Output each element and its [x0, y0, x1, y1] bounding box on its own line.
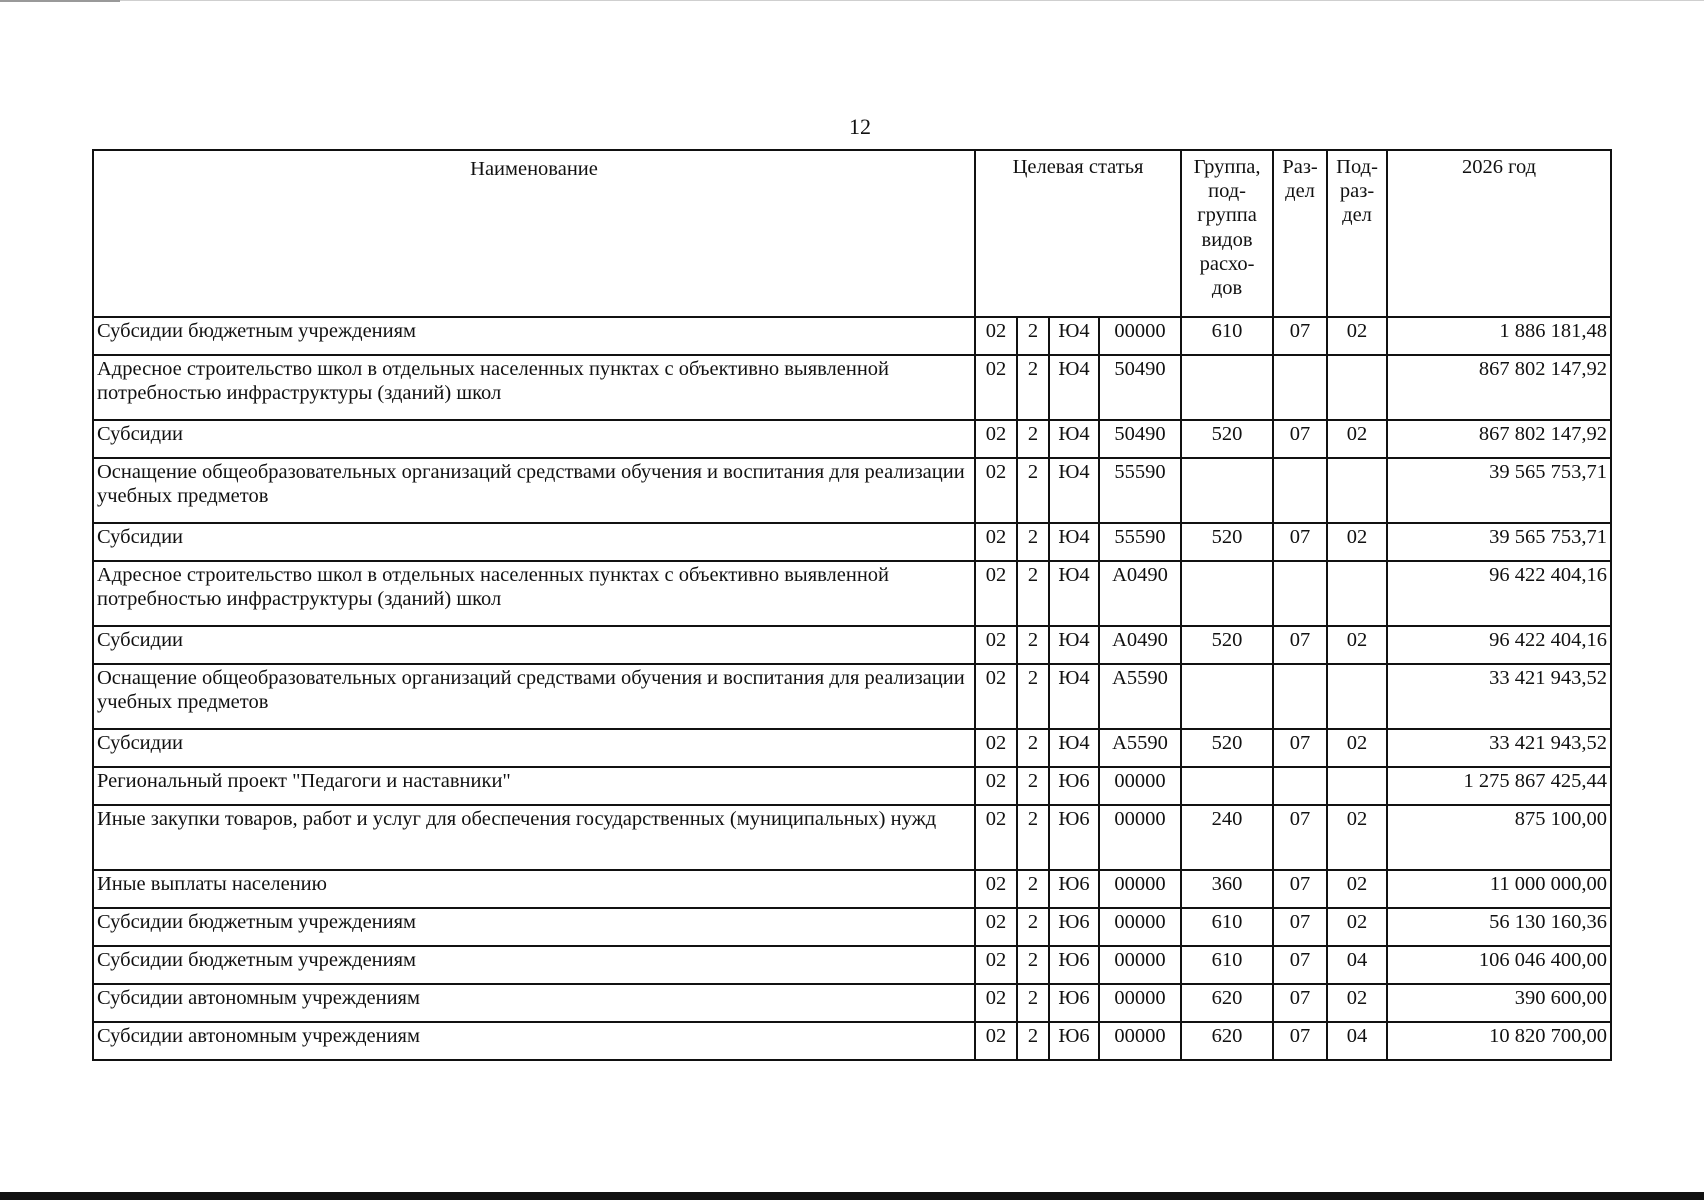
- row-amount: 39 565 753,71: [1387, 458, 1611, 523]
- row-subprogram-code: 2: [1017, 561, 1049, 626]
- row-subprogram-code: 2: [1017, 420, 1049, 458]
- row-project-code: Ю6: [1049, 767, 1099, 805]
- row-program-code: 02: [975, 626, 1017, 664]
- header-group-line: видов: [1201, 228, 1253, 251]
- row-section: 07: [1273, 626, 1327, 664]
- row-direction-code: А0490: [1099, 626, 1181, 664]
- row-subsection: 02: [1327, 908, 1387, 946]
- table-row: [93, 984, 1611, 1022]
- row-subsection: [1327, 458, 1387, 523]
- row-section: 07: [1273, 908, 1327, 946]
- header-section-line: Раз-: [1282, 156, 1318, 178]
- header-target-article: Целевая статья: [975, 150, 1181, 317]
- page-number: 12: [849, 114, 871, 139]
- row-project-code: Ю4: [1049, 523, 1099, 561]
- row-subprogram-code: 2: [1017, 355, 1049, 420]
- row-expense-group: 610: [1181, 317, 1273, 355]
- table-row: [93, 1022, 1611, 1060]
- row-expense-group: 360: [1181, 870, 1273, 908]
- header-group-line: расхо-: [1199, 252, 1255, 275]
- row-subsection: 02: [1327, 523, 1387, 561]
- row-subprogram-code: 2: [1017, 664, 1049, 729]
- row-amount: 106 046 400,00: [1387, 946, 1611, 984]
- row-direction-code: 50490: [1099, 420, 1181, 458]
- row-subsection: 02: [1327, 626, 1387, 664]
- row-subsection: 02: [1327, 317, 1387, 355]
- row-section: [1273, 458, 1327, 523]
- row-name: Субсидии бюджетным учреждениям: [93, 317, 975, 355]
- row-direction-code: А5590: [1099, 729, 1181, 767]
- row-name: Оснащение общеобразовательных организаций средствами обучения и воспитания для реализации учебных предметов: [93, 458, 975, 523]
- row-program-code: 02: [975, 458, 1017, 523]
- row-program-code: 02: [975, 523, 1017, 561]
- row-program-code: 02: [975, 664, 1017, 729]
- row-project-code: Ю6: [1049, 946, 1099, 984]
- row-subsection: 02: [1327, 805, 1387, 870]
- row-direction-code: А0490: [1099, 561, 1181, 626]
- row-project-code: Ю6: [1049, 984, 1099, 1022]
- row-project-code: Ю4: [1049, 664, 1099, 729]
- row-amount: 11 000 000,00: [1387, 870, 1611, 908]
- row-subsection: [1327, 561, 1387, 626]
- row-expense-group: 240: [1181, 805, 1273, 870]
- row-expense-group: [1181, 767, 1273, 805]
- row-name: Субсидии: [93, 729, 975, 767]
- row-direction-code: 00000: [1099, 908, 1181, 946]
- row-subprogram-code: 2: [1017, 458, 1049, 523]
- row-name: Оснащение общеобразовательных организаций средствами обучения и воспитания для реализации учебных предметов: [93, 664, 975, 729]
- row-name: Субсидии автономным учреждениям: [93, 1022, 975, 1060]
- table-row: [93, 946, 1611, 984]
- row-project-code: Ю4: [1049, 458, 1099, 523]
- row-amount: 96 422 404,16: [1387, 626, 1611, 664]
- row-direction-code: 00000: [1099, 805, 1181, 870]
- row-program-code: 02: [975, 805, 1017, 870]
- row-program-code: 02: [975, 1022, 1017, 1060]
- row-subsection: 04: [1327, 946, 1387, 984]
- scan-edge-bottom: [0, 1192, 1704, 1200]
- table-row: [93, 355, 1611, 420]
- row-subprogram-code: 2: [1017, 317, 1049, 355]
- row-amount: 867 802 147,92: [1387, 355, 1611, 420]
- row-subprogram-code: 2: [1017, 908, 1049, 946]
- row-name: Субсидии бюджетным учреждениям: [93, 908, 975, 946]
- row-subsection: 02: [1327, 729, 1387, 767]
- row-section: [1273, 561, 1327, 626]
- row-project-code: Ю6: [1049, 805, 1099, 870]
- row-expense-group: 620: [1181, 1022, 1273, 1060]
- row-project-code: Ю4: [1049, 626, 1099, 664]
- header-group-line: под-: [1208, 180, 1246, 203]
- header-group-line: группа: [1197, 204, 1257, 227]
- row-subsection: [1327, 355, 1387, 420]
- row-amount: 1 886 181,48: [1387, 317, 1611, 355]
- row-project-code: Ю4: [1049, 317, 1099, 355]
- row-direction-code: 00000: [1099, 870, 1181, 908]
- row-section: 07: [1273, 317, 1327, 355]
- row-program-code: 02: [975, 984, 1017, 1022]
- row-amount: 867 802 147,92: [1387, 420, 1611, 458]
- row-section: 07: [1273, 420, 1327, 458]
- header-group-line: Группа,: [1193, 156, 1261, 178]
- row-expense-group: [1181, 355, 1273, 420]
- header-subsection-line: дел: [1342, 204, 1372, 227]
- row-amount: 875 100,00: [1387, 805, 1611, 870]
- row-subprogram-code: 2: [1017, 767, 1049, 805]
- row-subsection: [1327, 664, 1387, 729]
- row-subprogram-code: 2: [1017, 946, 1049, 984]
- header-year: 2026 год: [1387, 150, 1611, 317]
- scan-mark: [0, 0, 120, 2]
- row-direction-code: 55590: [1099, 523, 1181, 561]
- table-row: [93, 767, 1611, 805]
- row-project-code: Ю4: [1049, 729, 1099, 767]
- row-direction-code: 00000: [1099, 1022, 1181, 1060]
- row-program-code: 02: [975, 317, 1017, 355]
- table-row: [93, 664, 1611, 729]
- row-subprogram-code: 2: [1017, 870, 1049, 908]
- row-name: Иные выплаты населению: [93, 870, 975, 908]
- table-row: [93, 523, 1611, 561]
- row-section: 07: [1273, 870, 1327, 908]
- row-program-code: 02: [975, 729, 1017, 767]
- row-program-code: 02: [975, 767, 1017, 805]
- row-direction-code: 50490: [1099, 355, 1181, 420]
- table-row: [93, 420, 1611, 458]
- scan-edge-top: [0, 0, 1704, 1]
- row-amount: 33 421 943,52: [1387, 664, 1611, 729]
- row-amount: 39 565 753,71: [1387, 523, 1611, 561]
- row-subprogram-code: 2: [1017, 805, 1049, 870]
- row-expense-group: 520: [1181, 626, 1273, 664]
- row-subprogram-code: 2: [1017, 984, 1049, 1022]
- row-program-code: 02: [975, 561, 1017, 626]
- row-section: [1273, 664, 1327, 729]
- row-expense-group: 520: [1181, 729, 1273, 767]
- row-subprogram-code: 2: [1017, 523, 1049, 561]
- row-name: Субсидии автономным учреждениям: [93, 984, 975, 1022]
- row-name: Субсидии бюджетным учреждениям: [93, 946, 975, 984]
- header-subsection-line: Под-: [1336, 156, 1378, 178]
- row-direction-code: 00000: [1099, 767, 1181, 805]
- table-row: [93, 729, 1611, 767]
- row-section: 07: [1273, 523, 1327, 561]
- header-group: [1181, 150, 1273, 317]
- row-expense-group: 620: [1181, 984, 1273, 1022]
- row-section: 07: [1273, 805, 1327, 870]
- row-section: [1273, 355, 1327, 420]
- row-section: 07: [1273, 984, 1327, 1022]
- row-section: 07: [1273, 1022, 1327, 1060]
- row-direction-code: 55590: [1099, 458, 1181, 523]
- row-direction-code: 00000: [1099, 946, 1181, 984]
- row-subsection: 04: [1327, 1022, 1387, 1060]
- row-direction-code: 00000: [1099, 317, 1181, 355]
- row-name: Региональный проект "Педагоги и наставники": [93, 767, 975, 805]
- row-subprogram-code: 2: [1017, 1022, 1049, 1060]
- row-amount: 33 421 943,52: [1387, 729, 1611, 767]
- row-amount: 96 422 404,16: [1387, 561, 1611, 626]
- row-program-code: 02: [975, 870, 1017, 908]
- row-project-code: Ю4: [1049, 355, 1099, 420]
- row-expense-group: [1181, 458, 1273, 523]
- budget-table: [92, 149, 1612, 1061]
- row-program-code: 02: [975, 908, 1017, 946]
- row-direction-code: А5590: [1099, 664, 1181, 729]
- row-project-code: Ю6: [1049, 870, 1099, 908]
- row-name: Иные закупки товаров, работ и услуг для обеспечения государственных (муниципальных) нужд: [93, 805, 975, 870]
- row-subprogram-code: 2: [1017, 626, 1049, 664]
- table-row: [93, 908, 1611, 946]
- header-row: [93, 150, 1611, 317]
- table-row: [93, 805, 1611, 870]
- row-project-code: Ю6: [1049, 1022, 1099, 1060]
- row-section: 07: [1273, 946, 1327, 984]
- row-subsection: [1327, 767, 1387, 805]
- row-expense-group: [1181, 664, 1273, 729]
- row-expense-group: 520: [1181, 420, 1273, 458]
- row-program-code: 02: [975, 420, 1017, 458]
- table-row: [93, 626, 1611, 664]
- header-group-line: дов: [1211, 276, 1243, 299]
- row-subsection: 02: [1327, 984, 1387, 1022]
- row-expense-group: 610: [1181, 908, 1273, 946]
- header-section: [1273, 150, 1327, 317]
- row-amount: 56 130 160,36: [1387, 908, 1611, 946]
- row-section: [1273, 767, 1327, 805]
- row-amount: 390 600,00: [1387, 984, 1611, 1022]
- row-expense-group: 610: [1181, 946, 1273, 984]
- row-section: 07: [1273, 729, 1327, 767]
- row-project-code: Ю4: [1049, 420, 1099, 458]
- header-subsection-line: раз-: [1339, 180, 1375, 203]
- row-program-code: 02: [975, 355, 1017, 420]
- row-name: Субсидии: [93, 523, 975, 561]
- row-project-code: Ю4: [1049, 561, 1099, 626]
- row-name: Адресное строительство школ в отдельных населенных пунктах с объективно выявленной потребностью инфраструктуры (зданий) школ: [93, 355, 975, 420]
- row-direction-code: 00000: [1099, 984, 1181, 1022]
- row-amount: 1 275 867 425,44: [1387, 767, 1611, 805]
- row-expense-group: [1181, 561, 1273, 626]
- header-name: Наименование: [93, 150, 975, 317]
- row-expense-group: 520: [1181, 523, 1273, 561]
- row-subprogram-code: 2: [1017, 729, 1049, 767]
- table-row: [93, 870, 1611, 908]
- table-row: [93, 561, 1611, 626]
- row-name: Адресное строительство школ в отдельных населенных пунктах с объективно выявленной потребностью инфраструктуры (зданий) школ: [93, 561, 975, 626]
- row-subsection: 02: [1327, 870, 1387, 908]
- row-project-code: Ю6: [1049, 908, 1099, 946]
- table-row: [93, 458, 1611, 523]
- row-amount: 10 820 700,00: [1387, 1022, 1611, 1060]
- header-subsection: [1327, 150, 1387, 317]
- row-name: Субсидии: [93, 626, 975, 664]
- row-name: Субсидии: [93, 420, 975, 458]
- row-subsection: 02: [1327, 420, 1387, 458]
- header-section-line: дел: [1285, 180, 1315, 203]
- table-row: [93, 317, 1611, 355]
- row-program-code: 02: [975, 946, 1017, 984]
